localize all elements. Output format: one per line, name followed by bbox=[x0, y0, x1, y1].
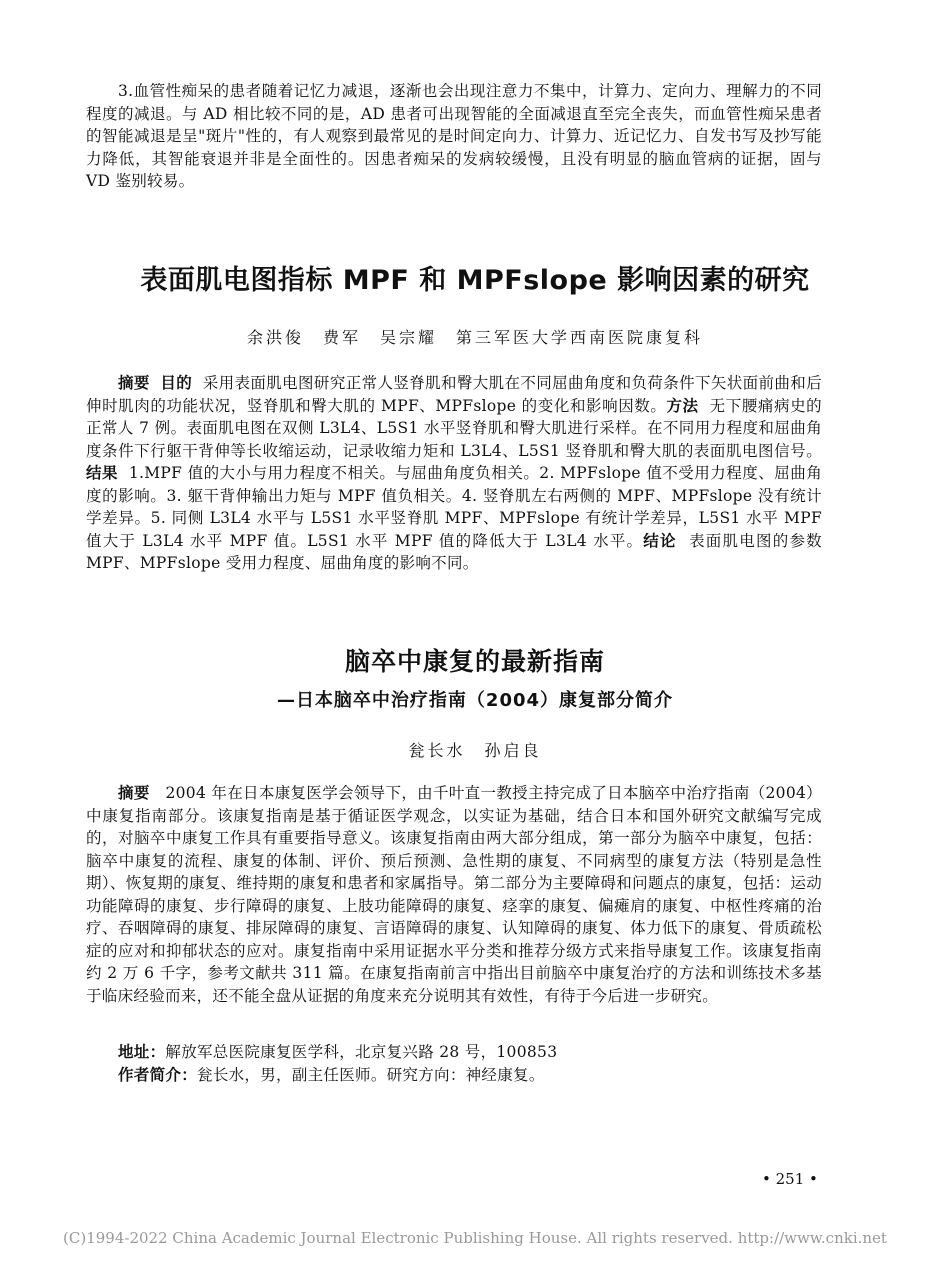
address-text: 解放军总医院康复医学科，北京复兴路 28 号，100853 bbox=[165, 1043, 558, 1061]
aim-label: 目的 bbox=[160, 374, 193, 392]
conclusion-label: 结论 bbox=[643, 531, 677, 550]
page-number: • 251 • bbox=[762, 1170, 818, 1188]
article1-authors: 余洪俊 费军 吴宗耀 第三军医大学西南医院康复科 bbox=[246, 328, 703, 347]
conclusion-text: 表面肌电图的参数 MPF、MPFslope 受用力程度、屈曲角度的影响不同。 bbox=[86, 531, 822, 572]
author-bio-line bbox=[86, 1064, 822, 1087]
result-label: 结果 bbox=[86, 464, 118, 482]
article1-title: 表面肌电图指标 MPF 和 MPFslope 影响因素的研究 bbox=[140, 265, 810, 296]
bio-text: 瓮长水，男，副主任医师。研究方向：神经康复。 bbox=[197, 1066, 545, 1084]
bio-label: 作者简介： bbox=[118, 1066, 198, 1084]
aim-text: 采用表面肌电图研究正常人竖脊肌和臀大肌在不同屈曲角度和负荷条件下矢状面前曲和后伸时肌肉的功能状况，竖脊肌和臀大肌的 MPF、MPFslope 的变化和影响因数。 bbox=[86, 374, 822, 415]
address-label: 地址： bbox=[118, 1043, 166, 1061]
abstract-label: 摘要 bbox=[118, 374, 150, 392]
address-line bbox=[86, 1041, 822, 1064]
method-text: 无下腰痛病史的正常人 7 例。表面肌电图在双侧 L3L4、L5S1 水平竖脊肌和臀大肌进行采样。在不同用力程度和屈曲角度条件下行躯干背伸等长收缩运动，记录收缩力矩和 L3L4、L5S1 竖脊肌和臀大肌的表面肌电图信号。 bbox=[86, 396, 822, 460]
abstract-label: 摘要 bbox=[118, 784, 150, 802]
result-text: 1.MPF 值的大小与用力程度不相关。与屈曲角度负相关。2. MPFslope 值不受用力程度、屈曲角度的影响。3. 躯干背伸输出力矩与 MPF 值负相关。4. 竖脊肌左右两侧的 MPF、MPFslope 没有统计学差异。5. 同侧 L3L4 水平与 L5S1 水平竖脊肌 MPF、MPFslope 有统计学差异，L5S1 水平 MPF 值大于 L3L4 水平 MPF 值。L5S1 水平 MPF 值的降低大于 L3L4 水平。 bbox=[86, 464, 822, 550]
article2-authors: 瓮长水 孙启良 bbox=[408, 741, 542, 760]
article2-abstract bbox=[86, 782, 822, 1007]
article1-abstract bbox=[86, 372, 822, 575]
abstract-text: 2004 年在日本康复医学会领导下，由千叶直一教授主持完成了日本脑卒中治疗指南（2004）中康复指南部分。该康复指南是基于循证医学观念，以实证为基础，结合日本和国外研究文献编写完成的，对脑卒中康复工作具有重要指导意义。该康复指南由两大部分组成，第一部分为脑卒中康复，包括：脑卒中康复的流程、康复的体制、评价、预后预测、急性期的康复、不同病型的康复方法（特别是急性期）、恢复期的康复、维持期的康复和患者和家属指导。第二部分为主要障碍和问题点的康复，包括：运动功能障碍的康复、步行障碍的康复、上肢功能障碍的康复、痉挛的康复、偏瘫肩的康复、中枢性疼痛的治疗、吞咽障碍的康复、排尿障碍的康复、言语障碍的康复、认知障碍的康复、体力低下的康复、骨质疏松症的应对和抑郁状态的应对。康复指南中采用证据水平分类和推荐分级方式来指导康复工作。该康复指南约 2 万 6 千字，参考文献共 311 篇。在康复指南前言中指出目前脑卒中康复治疗的方法和训练技术多基于临床经验而来，还不能全盘从证据的角度来充分说明其有效性，有待于今后进一步研究。 bbox=[86, 784, 822, 1005]
copyright-footer: (C)1994-2022 China Academic Journal Electronic Publishing House. All rights reserved. http://www.cnki.net bbox=[63, 1229, 887, 1247]
article2-title: 脑卒中康复的最新指南 bbox=[344, 647, 605, 676]
article2-subtitle: —日本脑卒中治疗指南（2004）康复部分简介 bbox=[276, 690, 674, 711]
method-label: 方法 bbox=[666, 396, 699, 415]
intro-paragraph: 3.血管性痴呆的患者随着记忆力减退，逐渐也会出现注意力不集中，计算力、定向力、理解力的不同程度的减退。与 AD 相比较不同的是，AD 患者可出现智能的全面减退直至完全丧失，而血管性痴呆患者的智能减退是呈"斑片"性的，有人观察到最常见的是时间定向力、计算力、近记忆力、自发书写及抄写能力降低，其智能衰退并非是全面性的。因患者痴呆的发病较缓慢，且没有明显的脑血管病的证据，固与 VD 鉴别较易。 bbox=[86, 82, 822, 190]
